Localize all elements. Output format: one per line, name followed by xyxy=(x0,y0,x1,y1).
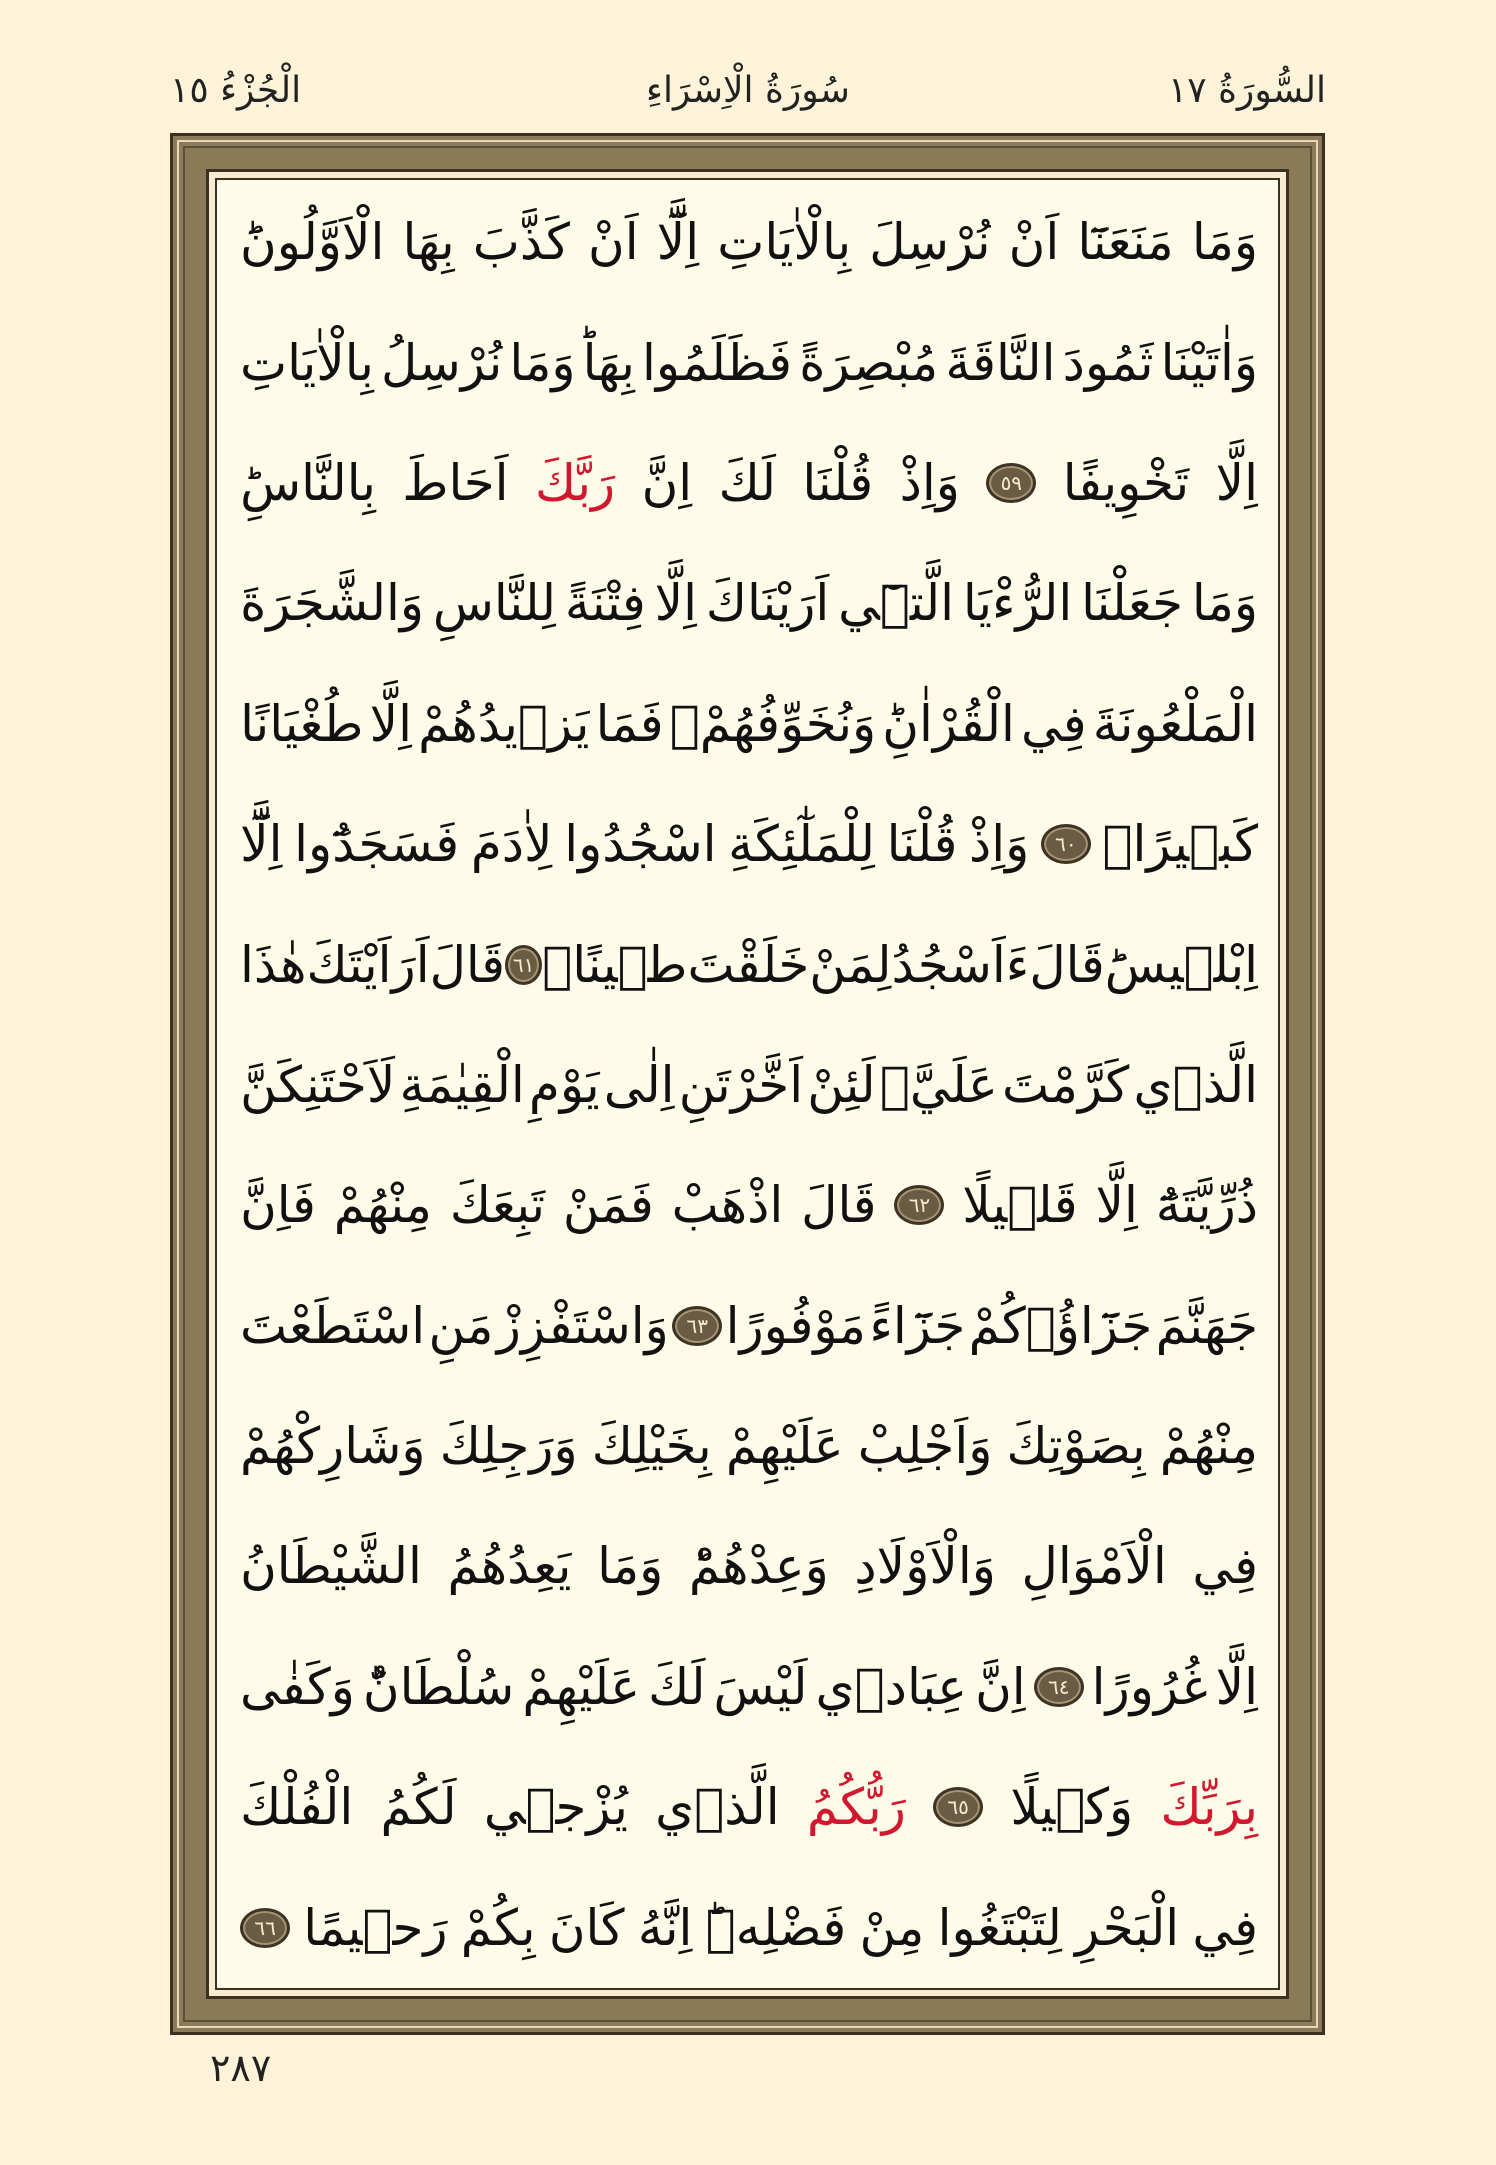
ayah-number-marker: ٦٦ xyxy=(240,1908,290,1948)
ayah-number-marker: ٦٣ xyxy=(672,1306,722,1346)
word: لَاَحْتَنِكَنَّ xyxy=(240,1055,396,1114)
word: فَاِنَّ xyxy=(240,1176,316,1235)
word: بِالْاٰيَاتِ xyxy=(240,333,374,392)
word: اَنْ xyxy=(588,213,639,272)
word: فِي xyxy=(1021,694,1087,753)
word: وَاِذْ xyxy=(968,815,1030,874)
word: وَاسْتَفْزِزْ xyxy=(496,1296,669,1355)
word: اِلَّا xyxy=(1095,1176,1138,1235)
word: جَعَلْنَا xyxy=(1081,574,1183,633)
word: كَذَّبَ xyxy=(472,213,570,272)
word: لِمَنْ xyxy=(809,935,892,994)
ayah-number-marker: ٦٢ xyxy=(894,1185,944,1225)
word: اسْتَطَعْتَ xyxy=(240,1296,426,1355)
word: عِبَاد۪ي xyxy=(815,1657,968,1716)
word: اِنَّهُ xyxy=(637,1898,693,1957)
word: اِبْل۪يسَؕ xyxy=(1104,935,1258,994)
word: تَبِعَكَ xyxy=(449,1176,546,1235)
word: الْقُرْاٰنِؕ xyxy=(882,694,1015,753)
word: النَّاقَةَ xyxy=(945,333,1056,392)
surah-name: سُورَةُ الْاِسْرَاءِ xyxy=(646,70,850,111)
word: وَالشَّجَرَةَ xyxy=(240,574,425,633)
word: وَشَارِكْهُمْ xyxy=(240,1417,426,1476)
ayah-number-marker: ٦٠ xyxy=(1041,824,1091,864)
word: نُرْسِلُ xyxy=(381,333,503,392)
text-line xyxy=(240,1266,1258,1386)
ayah-number-marker: ٥٩ xyxy=(986,463,1036,503)
word: قَالَ xyxy=(429,935,506,994)
word: وَالْاَوْلَادِ xyxy=(854,1537,996,1596)
word: وَمَا xyxy=(1191,213,1258,272)
word: لِلْمَلٰٓئِكَةِ xyxy=(728,815,875,874)
word: فَظَلَمُوا xyxy=(641,333,793,392)
word: الَّذ۪ي xyxy=(1133,1055,1258,1114)
text-line xyxy=(240,1506,1258,1626)
page-header xyxy=(170,60,1326,130)
word: فِي xyxy=(1192,1898,1258,1957)
word: مَنِ xyxy=(428,1296,494,1355)
word: بِهَا xyxy=(402,213,455,272)
surah-number: السُّورَةُ ١٧ xyxy=(1167,70,1326,111)
word: قَالَ xyxy=(1029,935,1105,994)
text-line xyxy=(240,1867,1258,1987)
divine-name-word: رَبَّكَ xyxy=(534,453,616,512)
word: تَخْوِيفًا xyxy=(1062,453,1190,512)
word: اَرَيْنَاكَ xyxy=(705,574,830,633)
word: اِلَّا xyxy=(369,694,412,753)
word: بِكُمْ xyxy=(460,1898,536,1957)
word: بِخَيْلِكَ xyxy=(591,1417,712,1476)
word: وَاٰتَيْنَا xyxy=(1160,333,1258,392)
word: يَعِدُهُمُ xyxy=(447,1537,572,1596)
word: لَئِنْ xyxy=(807,1055,876,1114)
word: اِلَّٓا xyxy=(240,815,283,874)
text-line xyxy=(240,543,1258,663)
word: عَلَيَّۘ xyxy=(879,1055,998,1114)
word: اسْجُدُوا xyxy=(564,815,717,874)
word: مِنْهُمْ xyxy=(333,1176,432,1235)
word: مِنْهُمْ xyxy=(1159,1417,1258,1476)
word: لَكُمُ xyxy=(380,1778,457,1837)
word: وَكَفٰى xyxy=(240,1657,355,1716)
word: مُبْصِرَةً xyxy=(799,333,939,392)
word: ط۪ينًاۚ xyxy=(542,935,688,994)
word: جَزَٓاءً xyxy=(869,1296,966,1355)
word: قَالَ xyxy=(801,1176,877,1235)
word: قَل۪يلًا xyxy=(962,1176,1078,1235)
word: نُرْسِلَ xyxy=(869,213,991,272)
word: طُغْيَانًا xyxy=(240,694,364,753)
text-line xyxy=(240,1747,1258,1867)
word: كَانَ xyxy=(548,1898,625,1957)
word: سُلْطَانٌؕ xyxy=(362,1657,515,1716)
word: اِلَّا xyxy=(1215,1657,1258,1716)
word: اِلَّٓا xyxy=(656,213,700,272)
word: وَرَجِلِكَ xyxy=(439,1417,578,1476)
text-line xyxy=(240,182,1258,302)
word: يَز۪يدُهُمْ xyxy=(418,694,590,753)
word: الرُّءْيَا xyxy=(962,574,1073,633)
word: الْمَلْعُونَةَ xyxy=(1092,694,1258,753)
word: لَكَ xyxy=(648,1657,706,1716)
text-line xyxy=(240,302,1258,422)
divine-name-word: بِرَبِّكَ xyxy=(1160,1778,1258,1837)
word: اَرَاَيْتَكَ xyxy=(306,935,430,994)
word: اِنَّ xyxy=(641,453,693,512)
word: ذُرِّيَّتَهُٓ xyxy=(1155,1176,1258,1235)
word: عَلَيْهِمْ xyxy=(522,1657,641,1716)
word: يَوْمِ xyxy=(528,1055,600,1114)
word: جَهَنَّمَ xyxy=(1155,1296,1258,1355)
word: اِنَّ xyxy=(975,1657,1026,1716)
word: لَيْسَ xyxy=(713,1657,808,1716)
word: فَمَا xyxy=(595,694,664,753)
word: هٰذَا xyxy=(240,935,307,994)
word: فَضْلِه۪ؕ xyxy=(705,1898,847,1957)
word: الْقِيٰمَةِ xyxy=(399,1055,525,1114)
word: وَمَا xyxy=(597,1537,664,1596)
word: لِتَبْتَغُوا xyxy=(937,1898,1062,1957)
word: اَحَاطَ xyxy=(402,453,509,512)
word: اِلَّا xyxy=(654,574,697,633)
word: فِتْنَةً xyxy=(564,574,646,633)
word: جَزَٓاؤُ۬كُمْ xyxy=(968,1296,1153,1355)
word: فَمَنْ xyxy=(562,1176,654,1235)
word: بِصَوْتِكَ xyxy=(1006,1417,1146,1476)
word: الْاَمْوَالِ xyxy=(1021,1537,1167,1596)
word: قُلْنَا xyxy=(886,815,958,874)
text-line xyxy=(240,904,1258,1024)
text-line xyxy=(240,1386,1258,1506)
word: مِنْ xyxy=(859,1898,925,1957)
word: لِاٰدَمَ xyxy=(470,815,553,874)
word: فَسَجَدُٓوا xyxy=(294,815,460,874)
text-line xyxy=(240,423,1258,543)
ayah-number-marker: ٦٥ xyxy=(933,1787,983,1827)
text-line xyxy=(240,1025,1258,1145)
page-number: ٢٨٧ xyxy=(210,2046,272,2090)
word: كَب۪يرًا۟ xyxy=(1102,815,1258,874)
word: وَعِدْهُمْؕ xyxy=(688,1537,829,1596)
word: مَنَعَنَٓا xyxy=(1077,213,1174,272)
word: فِي xyxy=(1192,1537,1258,1596)
word: الَّذ۪ي xyxy=(655,1778,780,1837)
divine-name-word: رَبُّكُمُ xyxy=(806,1778,906,1837)
word: الَّت۪ٓي xyxy=(838,574,955,633)
word: مَوْفُورًا xyxy=(725,1296,866,1355)
word: وَمَا xyxy=(1191,574,1258,633)
ayah-number-marker: ٦١ xyxy=(505,945,542,985)
word: وَنُخَوِّفُهُمْۙ xyxy=(669,694,877,753)
word: اَنْ xyxy=(1008,213,1060,272)
quran-text xyxy=(240,182,1258,1988)
word: اِلٰى xyxy=(603,1055,675,1114)
word: وَمَا xyxy=(509,333,576,392)
word: وَاَجْلِبْ xyxy=(857,1417,993,1476)
word: يُزْج۪ي xyxy=(483,1778,628,1837)
word: اِلَّا xyxy=(1215,453,1258,512)
word: ثَمُودَ xyxy=(1062,333,1154,392)
word: وَك۪يلًا xyxy=(1010,1778,1134,1837)
word: الْبَحْرِ xyxy=(1075,1898,1180,1957)
word: الْاَوَّلُونَؕ xyxy=(240,213,385,272)
text-line xyxy=(240,664,1258,784)
text-line xyxy=(240,1627,1258,1747)
text-line xyxy=(240,784,1258,904)
ayah-number-marker: ٦٤ xyxy=(1034,1667,1084,1707)
word: عَلَيْهِمْ xyxy=(725,1417,844,1476)
word: الْفُلْكَ xyxy=(240,1778,354,1837)
word: بِالْاٰيَاتِ xyxy=(717,213,852,272)
juz-number: الْجُزْءُ ١٥ xyxy=(170,70,302,111)
text-line xyxy=(240,1145,1258,1265)
word: خَلَقْتَ xyxy=(687,935,810,994)
word: غُرُورًا xyxy=(1091,1657,1208,1716)
word: بِالنَّاسِؕ xyxy=(240,453,376,512)
word: بِهَاؕ xyxy=(582,333,635,392)
word: الشَّيْطَانُ xyxy=(240,1537,422,1596)
word: ءَاَسْجُدُ xyxy=(891,935,1030,994)
word: وَاِذْ xyxy=(899,453,960,512)
word: رَح۪يمًا xyxy=(303,1898,448,1957)
word: قُلْنَا xyxy=(802,453,874,512)
word: لَكَ xyxy=(718,453,776,512)
word: اذْهَبْ xyxy=(671,1176,784,1235)
word: لِلنَّاسِ xyxy=(432,574,557,633)
word: كَرَّمْتَ xyxy=(1002,1055,1130,1114)
word: اَخَّرْتَنِ xyxy=(678,1055,804,1114)
